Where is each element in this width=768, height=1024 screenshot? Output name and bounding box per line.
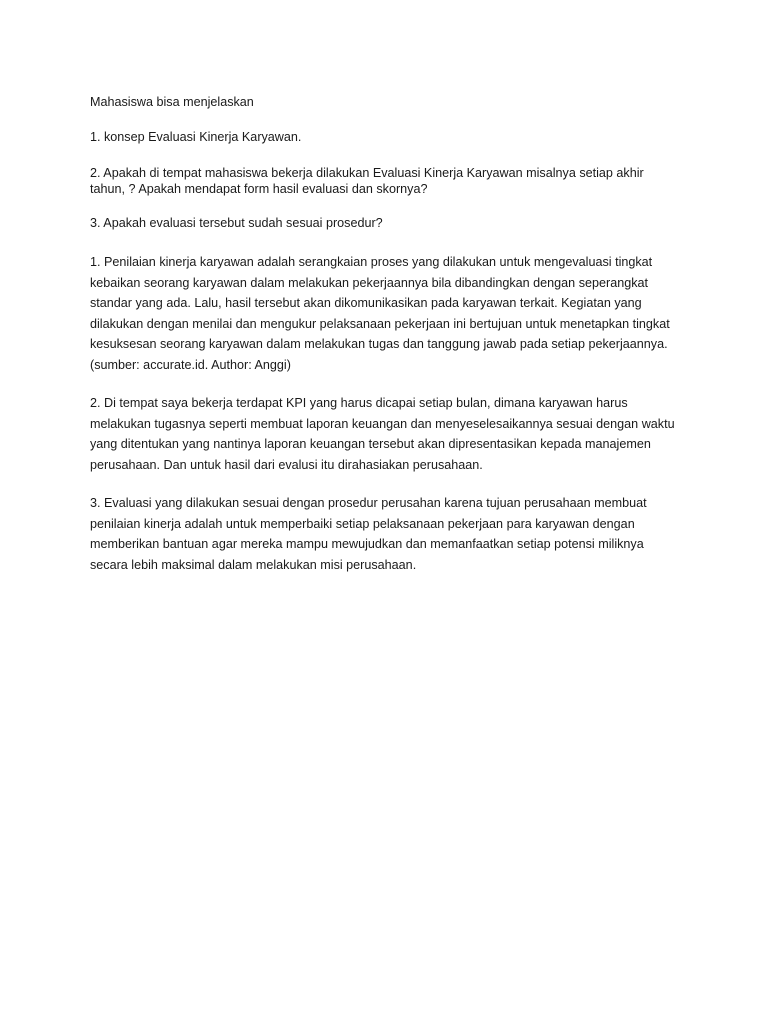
answer-1-line-1: 1. Penilaian kinerja karyawan adalah serangkaian proses yang dilakukan untuk mengevaluasi tingkat xyxy=(90,255,653,269)
question-3 xyxy=(90,215,708,231)
answer-1-line-3: standar yang ada. Lalu, hasil tersebut akan dikomunikasikan pada karyawan terkait. Kegiatan yang xyxy=(90,296,642,310)
question-1-line-1: 1. konsep Evaluasi Kinerja Karyawan. xyxy=(90,130,302,144)
answer-2 xyxy=(90,393,708,475)
answer-2-line-4: perusahaan. Dan untuk hasil dari evalusi itu dirahasiakan perusahaan. xyxy=(90,457,483,472)
answer-1-line-4: dilakukan dengan menilai dan mengukur pelaksanaan pekerjaan ini bertujuan untuk menetapkan tingkat xyxy=(90,316,670,331)
question-2-line-1: 2. Apakah di tempat mahasiswa bekerja dilakukan Evaluasi Kinerja Karyawan misalnya setiap akhir xyxy=(90,166,644,180)
answer-3 xyxy=(90,493,708,575)
document-heading: Mahasiswa bisa menjelaskan xyxy=(90,95,254,109)
answer-3-line-4: secara lebih maksimal dalam melakukan misi perusahaan. xyxy=(90,557,417,572)
answer-3-line-2: penilaian kinerja adalah untuk memperbaiki setiap pelaksanaan pekerjaan para karyawan dengan xyxy=(90,516,635,531)
answer-1-line-6: (sumber: accurate.id. Author: Anggi) xyxy=(90,357,291,372)
answer-1-line-2: kebaikan seorang karyawan dalam melakukan pekerjaannya bila dibandingkan dengan seperangkat xyxy=(90,275,649,290)
answer-1-line-5: kesuksesan seorang karyawan dalam melakukan tugas dan tanggung jawab pada setiap pekerjaannya. xyxy=(90,337,668,351)
question-1 xyxy=(90,129,708,145)
answer-3-line-3: memberikan bantuan agar mereka mampu mewujudkan dan memanfaatkan setiap potensi miliknya xyxy=(90,537,644,551)
answer-3-line-1: 3. Evaluasi yang dilakukan sesuai dengan prosedur perusahan karena tujuan perusahaan membuat xyxy=(90,496,647,510)
question-2-line-2: tahun, ? Apakah mendapat form hasil evaluasi dan skornya? xyxy=(90,182,428,196)
question-2 xyxy=(90,165,708,197)
question-3-line-1: 3. Apakah evaluasi tersebut sudah sesuai prosedur? xyxy=(90,216,383,230)
answer-2-line-2: melakukan tugasnya seperti membuat laporan keuangan dan menyeselesaikannya sesuai dengan waktu xyxy=(90,416,675,431)
answer-2-line-1: 2. Di tempat saya bekerja terdapat KPI yang harus dicapai setiap bulan, dimana karyawan harus xyxy=(90,396,628,410)
answer-2-line-3: yang ditentukan yang nantinya laporan keuangan tersebut akan dipresentasikan kepada manajemen xyxy=(90,437,651,451)
answer-1 xyxy=(90,252,708,375)
